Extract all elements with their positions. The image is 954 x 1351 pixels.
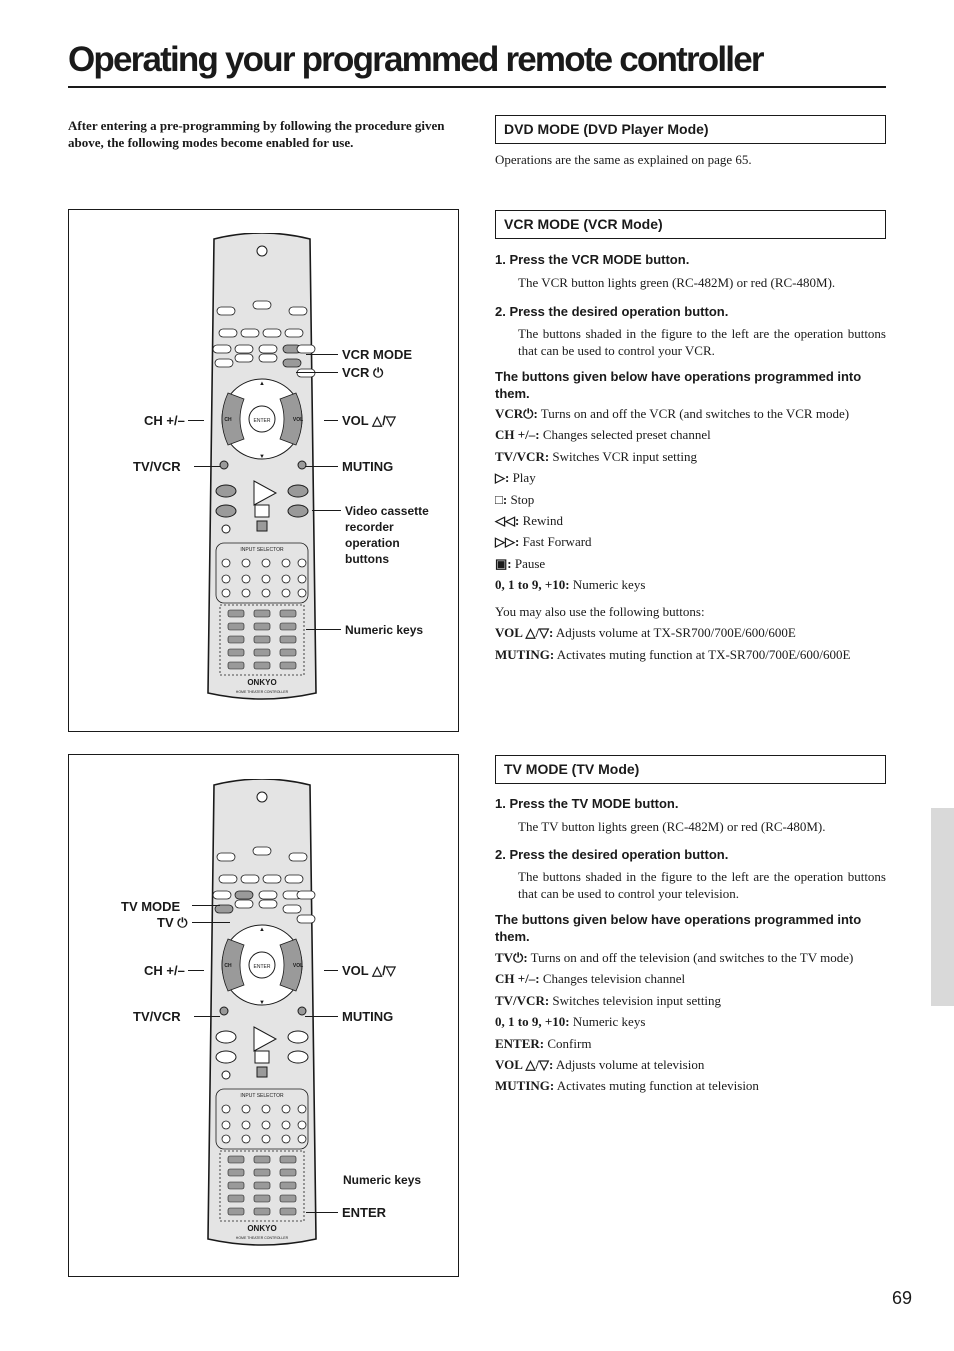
input-button [282,1135,290,1143]
remote-button [285,875,303,883]
stop-icon [255,1051,269,1063]
input-button [298,1105,306,1113]
input-button [282,1121,290,1129]
vcr-item: 0, 1 to 9, +10: Numeric keys [495,577,646,593]
label-numeric-keys: Numeric keys [345,623,424,637]
input-selector-label: INPUT SELECTOR [240,547,284,553]
side-tab-marker [931,808,954,1006]
numeric-key [280,649,296,656]
power-button [235,900,253,908]
mode-button [213,891,231,899]
vcr-mode-heading: VCR MODE (VCR Mode) [495,210,886,239]
power-button [297,369,315,377]
remote-button [289,307,307,315]
input-button [262,1121,270,1129]
input-button [262,575,270,583]
input-button [222,1135,230,1143]
leader-line [188,420,204,421]
power-button [215,359,233,367]
vcr-step2: 2. Press the desired operation button. [495,304,729,319]
numeric-key [228,1156,244,1163]
numeric-key [228,649,244,656]
fast-forward-button [288,1031,308,1043]
vcr-muting-item: MUTING: Activates muting function at TX-SR700/700E/600/600E [495,647,851,662]
input-selector-label: INPUT SELECTOR [240,1093,284,1099]
input-button [262,1135,270,1143]
label-numeric-keys: Numeric keys [343,1173,422,1187]
power-button [259,900,277,908]
input-button [298,1121,306,1129]
label-ch: CH +/– [144,413,185,428]
label-muting: MUTING [342,459,394,474]
leader-line [296,372,338,373]
enter-key-label: ENTER [253,418,271,424]
leader-line [312,510,341,511]
muting-button [298,461,306,469]
numeric-key [280,1156,296,1163]
input-button [222,1105,230,1113]
numeric-key [254,1182,270,1189]
numeric-key [254,1195,270,1202]
pause-icon [257,521,267,531]
leader-line [194,1016,220,1017]
numeric-key [254,1169,270,1176]
numeric-key [228,1169,244,1176]
vcr-step1: 1. Press the VCR MODE button. [495,252,690,267]
power-button [283,905,301,913]
power-button [215,905,233,913]
remote-button [217,853,235,861]
remote-button [219,875,237,883]
input-button [298,575,306,583]
vcr-item: ▷: Play [495,470,536,486]
arrow-up-icon: ▲ [259,381,265,387]
muting-button [298,1007,306,1015]
ch-key-label: CH [224,963,232,969]
mode-button [259,891,277,899]
tv-item: ENTER: Confirm [495,1035,592,1051]
numeric-key [228,1208,244,1215]
mode-button [235,891,253,899]
stop-icon [255,505,269,517]
intro-text: After entering a pre-programming by following the procedure given above, the following modes become enabled for use. [68,118,445,150]
remote-button [288,505,308,517]
vcr-item: ◁◁: Rewind [495,512,564,528]
numeric-key [280,610,296,617]
leader-line [194,466,220,467]
input-button [242,575,250,583]
input-button [282,1105,290,1113]
remote-button [216,505,236,517]
label-enter: ENTER [342,1205,387,1220]
input-button [242,1105,250,1113]
remote-button [241,329,259,337]
vcr-item: ▷▷: Fast Forward [495,534,592,550]
rec-button [222,1071,230,1079]
vcr-also-text: You may also use the following buttons: [495,604,705,619]
power-button [235,354,253,362]
numeric-key [254,1208,270,1215]
leader-line [324,970,338,971]
remote-button [263,875,281,883]
remote-button [241,875,259,883]
numeric-key [254,662,270,669]
brand-logo: ONKYO [247,1224,277,1233]
leader-line [192,922,230,923]
label-vol: VOL △/▽ [342,413,396,428]
tv-item: TV⏻: Turns on and off the television (and switches to the TV mode) [495,950,854,965]
model-text: HOME THEATER CONTROLLER [235,690,289,694]
ch-key-label: CH [224,417,232,423]
label-vcr-ops: Video cassette recorder operation buttons [345,504,429,566]
numeric-key [228,623,244,630]
vcr-item: ▣: Pause [495,555,546,571]
numeric-key [254,649,270,656]
tv-step1-text: The TV button lights green (RC-482M) or red (RC-480M). [518,819,826,834]
mode-button [297,891,315,899]
tv-item: 0, 1 to 9, +10: Numeric keys [495,1014,646,1030]
numeric-key [280,662,296,669]
model-text: HOME THEATER CONTROLLER [235,1236,289,1240]
leader-line [324,420,338,421]
power-button [283,359,301,367]
remote-button [216,1051,236,1063]
input-button [222,1121,230,1129]
tv-item: VOL △/▽: Adjusts volume at television [495,1056,705,1072]
input-button [242,559,250,567]
vol-key-label: VOL [292,417,304,423]
tv-item: CH +/–: Changes television channel [495,971,686,987]
leader-line [188,970,204,971]
vcr-item: CH +/–: Changes selected preset channel [495,427,711,443]
input-button [282,589,290,597]
page-title: Operating your programmed remote controller [68,40,763,79]
enter-key-label: ENTER [253,964,271,970]
tv-mode-heading: TV MODE (TV Mode) [495,755,886,784]
led-icon [257,792,267,802]
tv-programmed-heading: The buttons given below have operations programmed into them. [495,912,862,944]
numeric-key [254,610,270,617]
numeric-key [228,1195,244,1202]
numeric-key [280,1195,296,1202]
tv-vcr-button [220,1007,228,1015]
vcr-item: □: Stop [495,491,535,507]
input-button [298,1135,306,1143]
label-tv-mode: TV MODE [121,899,181,914]
remote-button [217,307,235,315]
tv-step1: 1. Press the TV MODE button. [495,796,679,811]
leader-line [192,905,220,906]
fast-forward-button [288,485,308,497]
rec-button [222,525,230,533]
rewind-button [216,485,236,497]
numeric-key [228,1182,244,1189]
tv-step2-text: The buttons shaded in the figure to the left are the operation buttons that can be used to control your television. [518,869,886,901]
input-button [222,589,230,597]
remote-svg [206,233,318,701]
tv-vcr-button [220,461,228,469]
mode-button [259,345,277,353]
input-button [282,575,290,583]
input-button [298,589,306,597]
input-button [242,1121,250,1129]
numeric-key [254,1156,270,1163]
tv-item: MUTING: Activates muting function at television [495,1078,759,1094]
numeric-key [254,636,270,643]
leader-line [305,466,338,467]
power-button [297,915,315,923]
remote-button [219,329,237,337]
label-vcr-power: VCR ⏻ [342,365,384,380]
input-button [222,559,230,567]
label-vol: VOL △/▽ [342,963,396,978]
vcr-item-list [495,405,895,598]
label-muting: MUTING [342,1009,394,1024]
page-number: 69 [892,1288,913,1308]
dvd-mode-heading: DVD MODE (DVD Player Mode) [495,115,886,144]
numeric-key [254,623,270,630]
tv-item-list [495,949,895,1099]
tv-item: TV/VCR: Switches television input setting [495,992,722,1008]
tv-step2: 2. Press the desired operation button. [495,847,729,862]
title-rule [68,86,886,88]
numeric-key [228,636,244,643]
remote-svg [206,779,318,1247]
mode-button [213,345,231,353]
input-button [282,559,290,567]
power-button [259,354,277,362]
dvd-mode-text: Operations are the same as explained on page 65. [495,152,752,167]
vcr-vol-item: VOL △/▽: Adjusts volume at TX-SR700/700E/600/600E [495,625,796,640]
arrow-up-icon: ▲ [259,927,265,933]
brand-logo: ONKYO [247,678,277,687]
vcr-item: VCR⏻: Turns on and off the VCR (and switches to the VCR mode) [495,406,850,421]
mode-button [297,345,315,353]
arrow-down-icon: ▼ [259,454,265,460]
input-button [262,559,270,567]
remote-button [289,853,307,861]
mode-button [235,345,253,353]
label-tv-vcr: TV/VCR [133,459,181,474]
remote-button [253,847,271,855]
vol-key-label: VOL [292,963,304,969]
vcr-programmed-heading: The buttons given below have operations programmed into them. [495,369,862,401]
arrow-down-icon: ▼ [259,1000,265,1006]
numeric-key [280,623,296,630]
input-button [262,589,270,597]
input-button [242,1135,250,1143]
leader-line [305,1016,338,1017]
remote-button [285,329,303,337]
numeric-key [280,1182,296,1189]
input-button [222,575,230,583]
numeric-key [280,636,296,643]
vcr-step2-text: The buttons shaded in the figure to the left are the operation buttons that can be used to control your VCR. [518,326,886,358]
leader-line [306,629,341,630]
remote-button [288,1051,308,1063]
label-tv-power: TV ⏻ [157,915,188,930]
leader-line [306,354,338,355]
vcr-step1-text: The VCR button lights green (RC-482M) or red (RC-480M). [518,275,836,290]
remote-illustration-vcr [206,233,318,706]
vcr-item: TV/VCR: Switches VCR input setting [495,448,697,464]
input-button [298,559,306,567]
numeric-key [280,1208,296,1215]
label-tv-vcr: TV/VCR [133,1009,181,1024]
input-button [262,1105,270,1113]
input-button [242,589,250,597]
led-icon [257,246,267,256]
numeric-key [280,1169,296,1176]
numeric-key [228,610,244,617]
rewind-button [216,1031,236,1043]
label-ch: CH +/– [144,963,185,978]
remote-button [263,329,281,337]
numeric-key [228,662,244,669]
label-vcr-mode: VCR MODE [342,347,413,362]
pause-icon [257,1067,267,1077]
remote-button [253,301,271,309]
leader-line [306,1212,338,1213]
remote-illustration-tv [206,779,318,1252]
